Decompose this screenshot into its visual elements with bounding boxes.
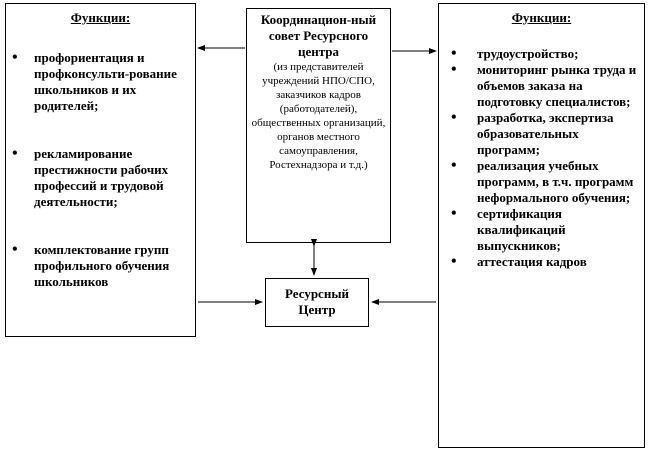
right-function-item: • аттестация кадров bbox=[439, 254, 644, 270]
resource-center-label: Ресурсный Центр bbox=[285, 286, 349, 317]
left-function-item: • профориентация и профконсульти-рование школьников и их родителей; bbox=[6, 50, 195, 146]
left-function-item: • рекламирование престижности рабочих профессий и трудовой деятельности; bbox=[6, 146, 195, 242]
right-functions-title: Функции: bbox=[511, 10, 572, 25]
left-functions-title: Функции: bbox=[70, 10, 131, 25]
right-function-item: • трудоустройство; bbox=[439, 46, 644, 62]
right-function-item: • реализация учебных программ, в т.ч. программ неформального обучения; bbox=[439, 158, 644, 206]
right-function-item: • мониторинг рынка труда и объемов заказа на подготовку специалистов; bbox=[439, 62, 644, 110]
coordination-council-description: (из представителей учреждений НПО/СПО, заказчиков кадров (работодателей), общественных организаций, органов местного самоуправления, Ростехнадзора и т.д.) bbox=[251, 61, 386, 171]
right-function-item: • разработка, экспертиза образовательных программ; bbox=[439, 110, 644, 158]
coordination-council-title: Координацион-ный совет Ресурсного центра bbox=[260, 12, 377, 59]
left-function-item: • комплектование групп профильного обучения школьников bbox=[6, 242, 195, 290]
right-function-item: • сертификация квалификаций выпускников; bbox=[439, 206, 644, 254]
